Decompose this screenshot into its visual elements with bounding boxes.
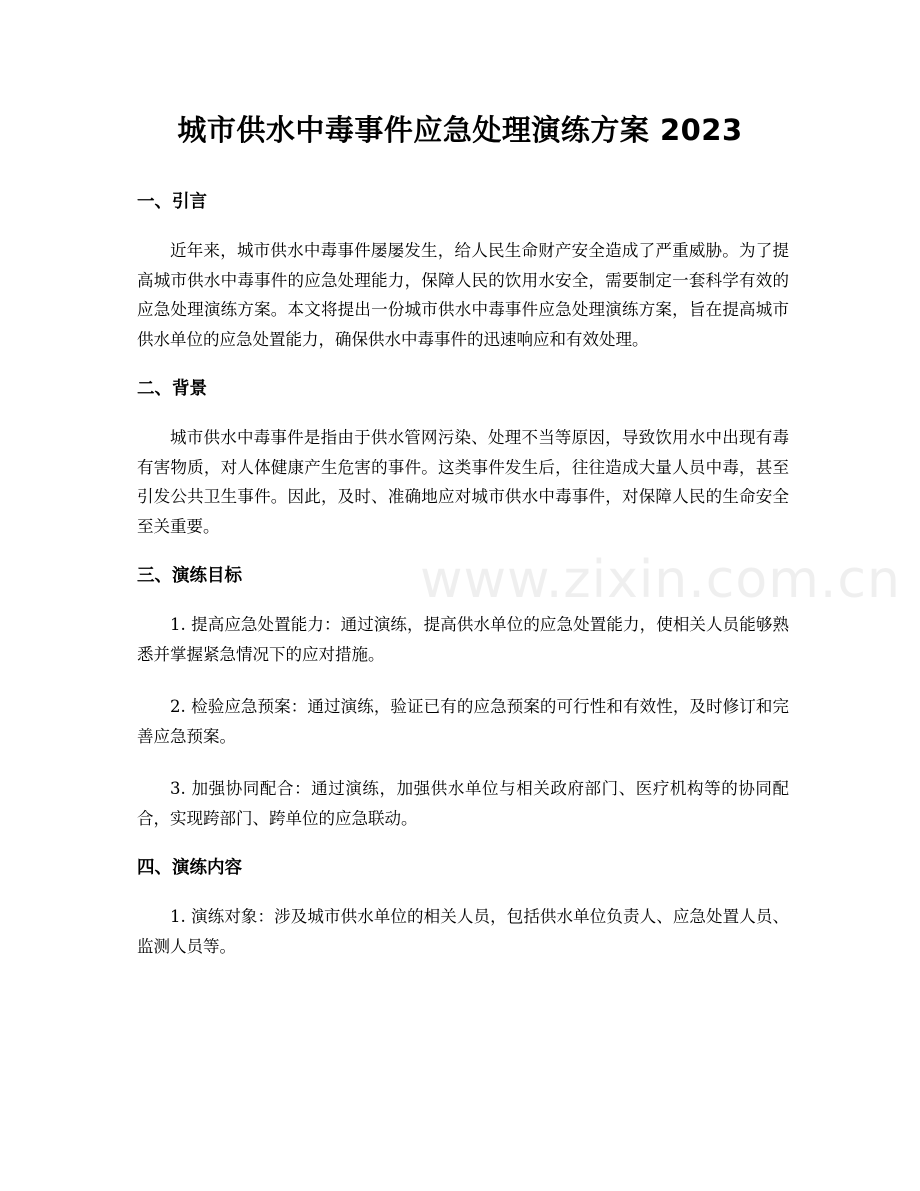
section-paragraph: 近年来，城市供水中毒事件屡屡发生，给人民生命财产安全造成了严重威胁。为了提高城市供水中毒事件的应急处理能力，保障人民的饮用水安全，需要制定一套科学有效的应急处理演练方案。本文将提出一份城市供水中毒事件应急处理演练方案，旨在提高城市供水单位的应急处置能力，确保供水中毒事件的迅速响应和有效处理。 bbox=[137, 241, 789, 349]
section-heading-goals: 三、演练目标 bbox=[137, 566, 242, 586]
list-item: 3. 加强协同配合：通过演练，加强供水单位与相关政府部门、医疗机构等的协同配合，实现跨部门、跨单位的应急联动。 bbox=[137, 779, 789, 828]
watermark-text: www.zixin.com.cn bbox=[420, 550, 901, 610]
section-paragraph: 城市供水中毒事件是指由于供水管网污染、处理不当等原因，导致饮用水中出现有毒有害物质，对人体健康产生危害的事件。这类事件发生后，往往造成大量人员中毒，甚至引发公共卫生事件。因此，及时、准确地应对城市供水中毒事件，对保障人民的生命安全至关重要。 bbox=[137, 428, 789, 536]
section-heading-content: 四、演练内容 bbox=[137, 858, 242, 878]
list-item: 2. 检验应急预案：通过演练，验证已有的应急预案的可行性和有效性，及时修订和完善应急预案。 bbox=[137, 697, 789, 746]
list-item: 1. 提高应急处置能力：通过演练，提高供水单位的应急处置能力，使相关人员能够熟悉并掌握紧急情况下的应对措施。 bbox=[137, 615, 789, 664]
section-heading-background: 二、背景 bbox=[137, 379, 207, 399]
section-heading-introduction: 一、引言 bbox=[137, 192, 207, 212]
document-title: 城市供水中毒事件应急处理演练方案 2023 bbox=[177, 113, 743, 147]
document-body bbox=[137, 188, 789, 961]
list-item: 1. 演练对象：涉及城市供水单位的相关人员，包括供水单位负责人、应急处置人员、监测人员等。 bbox=[137, 907, 789, 956]
